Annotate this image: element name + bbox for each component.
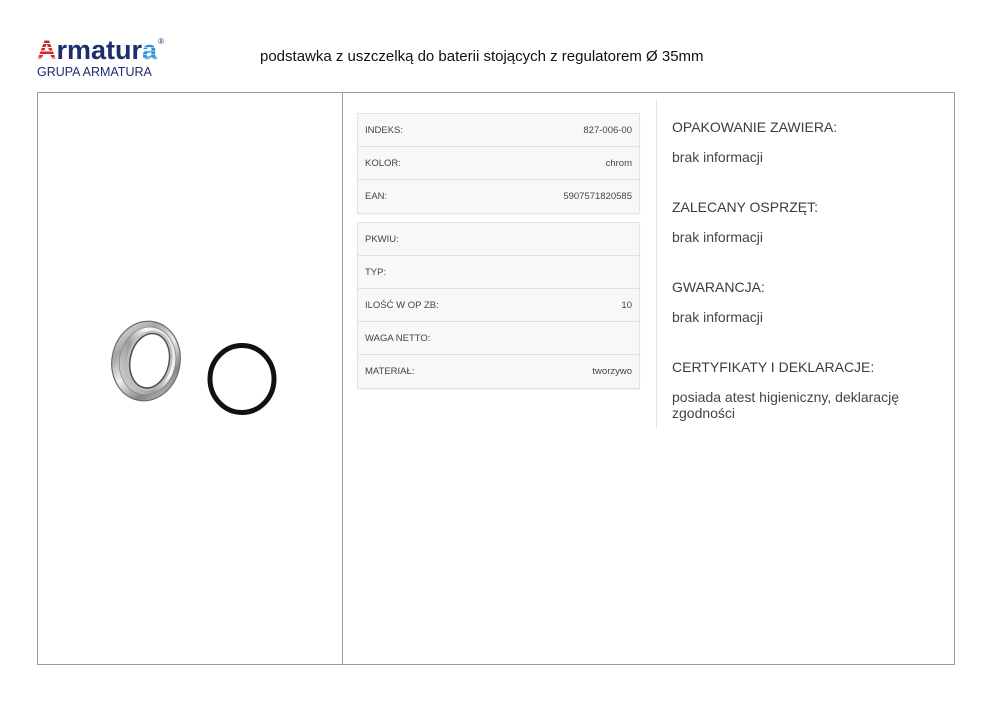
spec-value: 5907571820585	[563, 191, 632, 202]
info-heading: GWARANCJA:	[672, 279, 765, 295]
info-column	[672, 119, 932, 455]
spec-row-waga	[358, 322, 639, 355]
spec-value: chrom	[605, 157, 632, 169]
spec-label: MATERIAŁ:	[365, 366, 415, 377]
spec-label: TYP:	[365, 266, 387, 278]
info-text: brak informacji	[672, 149, 764, 165]
info-section-packaging	[672, 119, 932, 165]
spec-label: PKWIU:	[365, 233, 399, 245]
spec-label: INDEKS:	[365, 124, 404, 136]
info-text: brak informacji	[672, 309, 764, 325]
spec-row-typ	[358, 256, 639, 289]
product-photo-chrome-base	[108, 319, 184, 403]
registered-mark: ®	[158, 37, 164, 46]
spec-row-pkwiu	[358, 223, 639, 256]
panel-divider	[342, 93, 343, 664]
datasheet-frame	[37, 92, 955, 665]
spec-label: ILOŚĆ W OP ZB:	[365, 299, 439, 311]
spec-value: tworzywo	[592, 366, 632, 377]
info-section-accessories	[672, 199, 932, 245]
spec-row-material	[358, 355, 639, 388]
product-title: podstawka z uszczelką do baterii stojących z regulatorem Ø 35mm	[260, 48, 704, 65]
spec-row-ilosc	[358, 289, 639, 322]
info-heading: OPAKOWANIE ZAWIERA:	[672, 119, 838, 135]
info-heading: CERTYFIKATY I DEKLARACJE:	[672, 359, 875, 375]
logo-wordmark	[37, 35, 157, 65]
logo-letters-middle: rmatur	[56, 35, 143, 65]
spec-group-identifiers	[357, 113, 640, 214]
logo-letter-last: a	[142, 35, 158, 65]
info-section-warranty	[672, 279, 932, 325]
info-text: brak informacji	[672, 229, 764, 245]
info-heading: ZALECANY OSPRZĘT:	[672, 199, 819, 215]
logo-wordmark-line	[37, 37, 164, 64]
spec-row-indeks	[358, 114, 639, 147]
spec-row-kolor	[358, 147, 639, 180]
logo-group-name: GRUPA ARMATURA	[37, 65, 152, 79]
spec-label: WAGA NETTO:	[365, 332, 431, 344]
product-photo-o-ring	[205, 341, 279, 417]
logo-letter-first: A	[37, 35, 57, 65]
spec-label: EAN:	[365, 191, 388, 202]
spec-group-details	[357, 222, 640, 389]
spec-row-ean	[358, 180, 639, 213]
brand-logo	[37, 37, 187, 81]
spec-value: 10	[621, 299, 632, 311]
info-text: posiada atest higieniczny, deklarację zgodności	[672, 389, 899, 421]
info-section-certificates	[672, 359, 932, 421]
spec-table	[357, 113, 640, 389]
column-divider	[656, 100, 657, 428]
spec-label: KOLOR:	[365, 157, 401, 169]
spec-value: 827-006-00	[583, 124, 632, 136]
